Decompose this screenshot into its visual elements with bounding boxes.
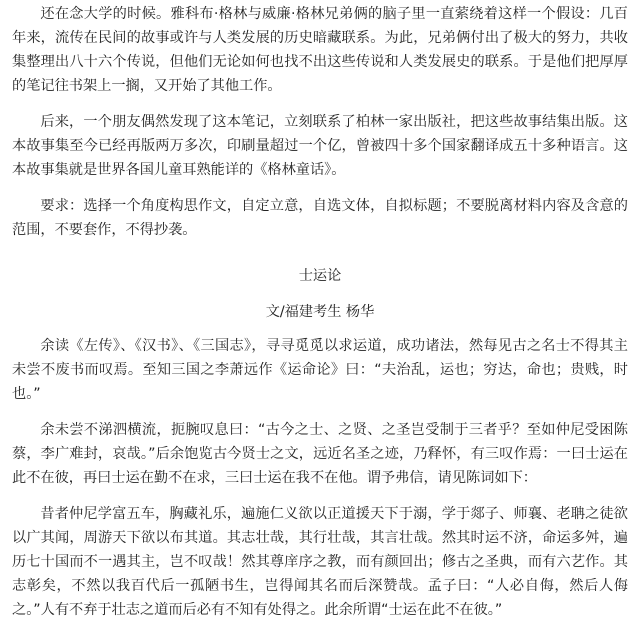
paragraph-gap: [12, 406, 628, 418]
paragraph-gap: [12, 98, 628, 110]
paragraph-gap: [12, 182, 628, 194]
requirement-paragraph: 要求：选择一个角度构思作文，自定立意，自选文体，自拟标题；不要脱离材料内容及含意的范围，不要套作，不得抄袭。: [12, 198, 628, 238]
essay-paragraph-3: 昔者仲尼学富五车，胸藏礼乐，遍施仁义欲以正道援天下于溺，学于郯子、师襄、老聃之徒欲以广其闻，周游天下欲以布其道。其志壮哉，其行壮哉，其言壮哉。然其时运不济，命运多舛，遍历七十国而不一遇其主，岂不叹哉！然其尊庠序之教，而有颜回出；修古之圣典，而有六艺作。其志彰矣，不然以我百代后一孤陋书生，岂得闻其名而后深赞哉。孟子曰：“人必自侮，然后人侮之。”人有不弃于壮志之道而后必有不知有处得之。此余所谓“士运在此不在彼。”: [12, 506, 628, 618]
intro-paragraph-1: 还在念大学的时候。雅科布·格林与威廉·格林兄弟俩的脑子里一直萦绕着这样一个假设：几百年来，流传在民间的故事或许与人类发展的历史暗藏联系。为此，兄弟俩付出了极大的努力，共收集整理出八十六个传说，但他们无论如何也找不出这些传说和人类发展史的联系。于是他们把厚厚的笔记往书架上一搁，又开始了其他工作。: [12, 6, 628, 94]
essay-title: 士运论: [298, 268, 342, 284]
essay-paragraph-2: 余未尝不涕泗横流，扼腕叹息曰：“古今之士、之贤、之圣岂受制于三者乎？至如仲尼受困陈蔡，李广难封，哀哉。”后余饱览古今贤士之文，远近名圣之迹，乃释怀，有三叹作焉：一曰士运在此不在彼，再曰士运在勤不在求，三曰士运在我不在他。谓予弗信，请见陈词如下：: [12, 422, 628, 486]
paragraph-gap: [12, 490, 628, 502]
essay-author: 文/福建考生 杨华: [265, 304, 375, 320]
essay-paragraph-1: 余读《左传》、《汉书》、《三国志》，寻寻觅觅以求运道，成功诸法，然每见古之名士不得其主未尝不废书而叹焉。至知三国之李萧远作《运命论》曰：“夫治乱，运也；穷达，命也；贵贱，时也。”: [12, 338, 628, 402]
intro-paragraph-2: 后来，一个朋友偶然发现了这本笔记，立刻联系了柏林一家出版社，把这些故事结集出版。这本故事集至今已经再版两万多次，印刷量超过一个亿，曾被四十多个国家翻译成五十多种语言。这本故事集就是世界各国儿童耳熟能详的《格林童话》。: [12, 114, 628, 178]
